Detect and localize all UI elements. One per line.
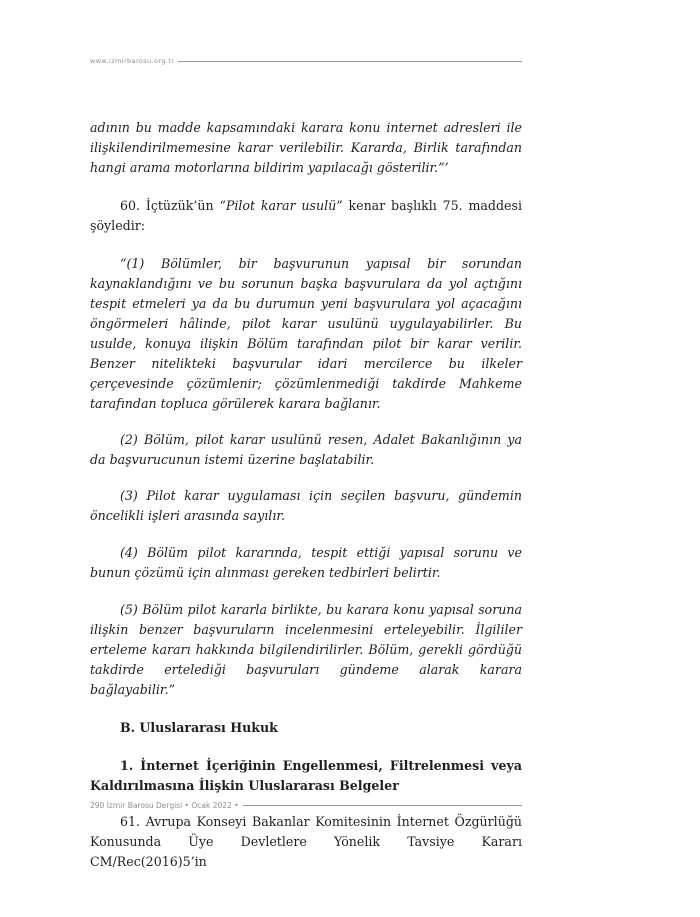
header-rule bbox=[178, 61, 522, 62]
rule-clause-4: (4) Bölüm pilot kararında, tespit ettiği yapısal sorunu ve bunun çözümü için alınması gereken tedbirleri belirtir. bbox=[90, 545, 522, 580]
rule-clause-3: (3) Pilot karar uygulaması için seçilen başvuru, gündemin öncelikli işleri arasında sayılır. bbox=[90, 488, 522, 523]
paragraph-60-lead: 60. İçtüzük’ün bbox=[120, 198, 220, 213]
page-footer bbox=[90, 800, 522, 810]
subsection-heading-1: 1. İnternet İçeriğinin Engellenmesi, Filtrelenmesi veya Kaldırılmasına İlişkin Uluslararası Belgeler bbox=[90, 758, 522, 793]
rule-clause-1: “(1) Bölümler, bir başvurunun yapısal bir sorundan kaynaklandığını ve bu sorunun başka başvurulara da yol açtığını tespit etmeleri ya da bu durumun yeni başvurulara yol açacağını öngörmeleri hâlinde, pilot karar usulünü uygulayabilirler. Bu usulde, konuya ilişkin Bölüm tarafından pilot bir karar verilir. Benzer nitelikteki başvurular idari mercilerce bu ilkeler çerçevesinde çözümlenir; çözümlenmediği takdirde Mahkeme tarafından topluca görülerek karara bağlanır. bbox=[90, 256, 522, 411]
paragraph-61: 61. Avrupa Konseyi Bakanlar Komitesinin İnternet Özgürlüğü Konusunda Üye Devletlere Yönelik Tavsiye Kararı CM/Rec(2016)5’in bbox=[90, 814, 522, 869]
footer-rule bbox=[243, 805, 522, 806]
page-body bbox=[90, 118, 522, 872]
rule-clause-2: (2) Bölüm, pilot karar usulünü resen, Adalet Bakanlığının ya da başvurucunun istemi üzerine başlatabilir. bbox=[90, 432, 522, 467]
section-heading-b: B. Uluslararası Hukuk bbox=[120, 720, 278, 735]
paragraph-60-tail: kenar başlıklı 75. maddesi şöyledir: bbox=[90, 198, 522, 233]
footer-page-reference: 290 İzmir Barosu Dergisi • Ocak 2022 • bbox=[90, 800, 239, 810]
header-site-url: www.izmirbarosu.org.tr bbox=[90, 57, 175, 65]
page-header bbox=[90, 56, 522, 66]
paragraph-60-italic: “Pilot karar usulü” bbox=[219, 198, 343, 213]
paragraph-60 bbox=[90, 196, 522, 236]
quote-continuation: adının bu madde kapsamındaki karara konu internet adresleri ile ilişkilendirilmemesine karar verilebilir. Kararda, Birlik tarafından hangi arama motorlarına bildirim yapılacağı gösterilir.”’ bbox=[90, 120, 522, 175]
rule-clause-5: (5) Bölüm pilot kararla birlikte, bu karara konu yapısal soruna ilişkin benzer başvuruların incelenmesini erteleyebilir. İlgililer erteleme kararı hakkında bilgilendirilirler. Bölüm, gerekli gördüğü takdirde ertelediği başvuruları gündeme alarak karara bağlayabilir.” bbox=[90, 602, 522, 697]
